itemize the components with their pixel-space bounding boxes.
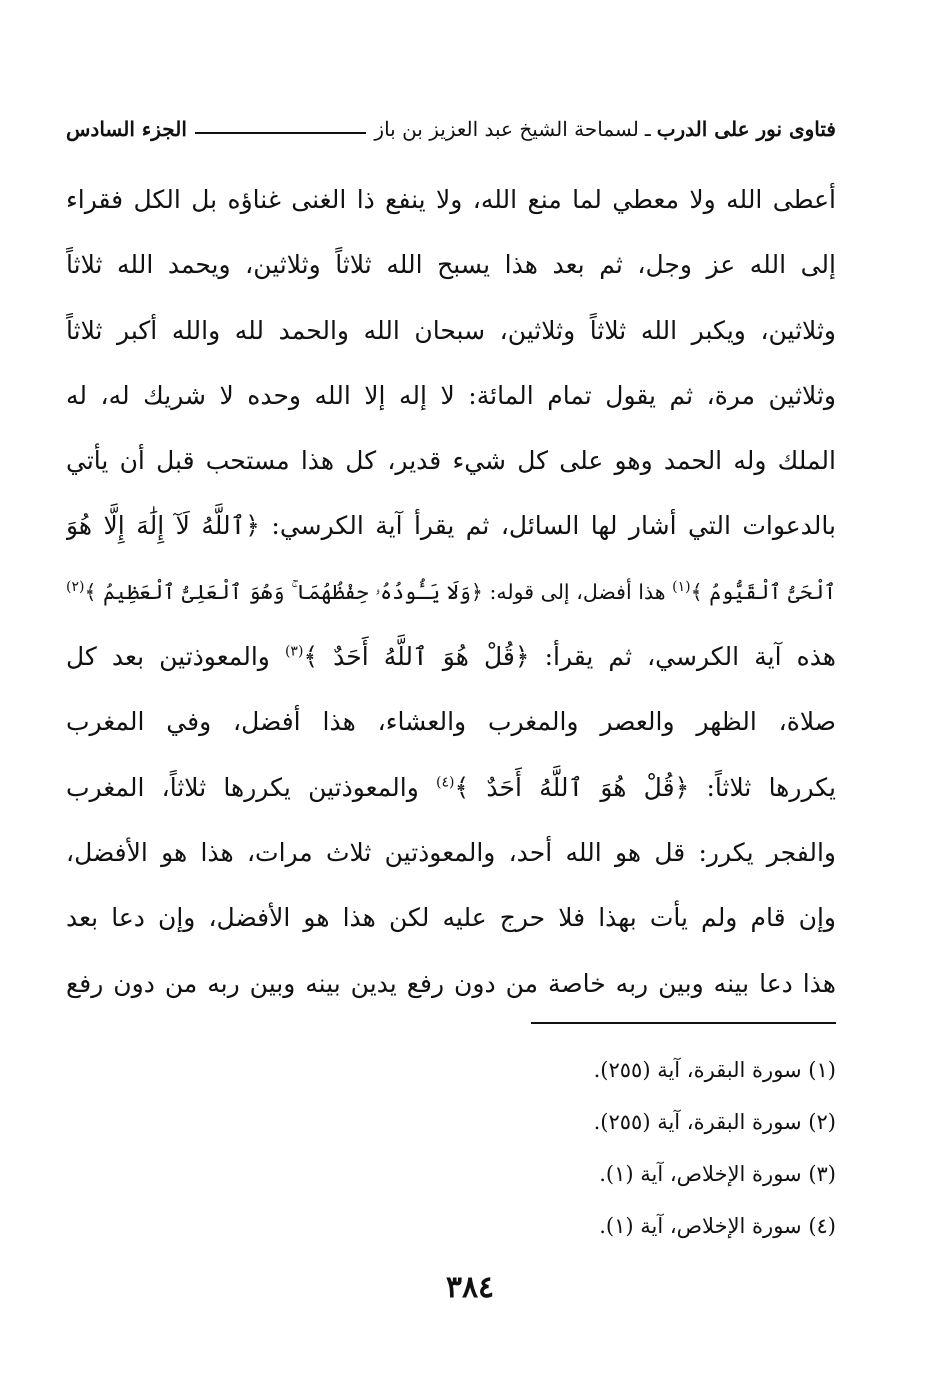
footnote-ref-2[interactable]: (٢)	[66, 578, 85, 595]
footnote-4: (٤) سورة الإخلاص، آية (١).	[599, 1214, 836, 1238]
header-dash: ـ	[644, 117, 651, 141]
quran-verse-ayat-al-kursi-end: ٱلْحَىُّ ٱلْقَيُّومُ ﴾	[690, 579, 836, 604]
text-line-10	[66, 758, 836, 823]
quran-verse-wala-yauduhu: ﴿وَلَا يَـُٔودُهُۥ حِفْظُهُمَا ۚ وَهُوَ ٱلْعَلِىُّ ٱلْعَظِيمُ ﴾	[84, 579, 483, 604]
volume-label: الجزء السادس	[66, 117, 187, 141]
running-header	[66, 112, 836, 146]
quran-verse-ikhlas: ﴿قُلْ هُوَ ٱللَّهُ أَحَدٌ ﴾	[454, 772, 690, 802]
text-line-9: صلاة، الظهر والعصر والمغرب والعشاء، هذا أفضل، وفي المغرب	[66, 707, 836, 737]
text-segment: والمعوذتين يكررها ثلاثاً، المغرب	[66, 772, 437, 802]
footnote-2: (٢) سورة البقرة، آية (٢٥٥).	[593, 1110, 836, 1134]
footnote-ref-1[interactable]: (١)	[672, 578, 691, 595]
header-rule	[195, 132, 367, 134]
text-line-3: وثلاثين، ويكبر الله ثلاثاً وثلاثين، سبحان الله والحمد لله والله أكبر ثلاثاً	[66, 315, 836, 345]
author-line: لسماحة الشيخ عبد العزيز بن باز	[374, 117, 639, 141]
text-line-1: أعطى الله ولا معطي لما منع الله، ولا ينفع ذا الغنى غناؤه بل الكل فقراء	[66, 185, 836, 214]
text-line-11: والفجر يكرر: قل هو الله أحد، والمعوذتين ثلاث مرات، هذا هو الأفضل،	[66, 837, 836, 867]
footnote-ref-3[interactable]: (٣)	[284, 643, 304, 660]
text-line-12: وإن قام ولم يأت بهذا فلا حرج عليه لكن هذا هو الأفضل، وإن دعا بعد	[66, 903, 836, 933]
text-segment: هذا أفضل، إلى قوله:	[482, 579, 673, 604]
text-segment: والمعوذتين بعد كل	[66, 642, 285, 672]
text-segment: يكررها ثلاثاً:	[689, 772, 836, 802]
page-number: ٣٨٤	[445, 1270, 495, 1305]
text-line-5: الملك وله الحمد وهو على كل شيء قدير، كل هذا مستحب قبل أن يأتي	[66, 446, 836, 476]
footnote-1: (١) سورة البقرة، آية (٢٥٥).	[593, 1058, 836, 1082]
quran-verse-ikhlas: ﴿قُلْ هُوَ ٱللَّهُ أَحَدٌ ﴾	[303, 642, 530, 672]
footnote-ref-4[interactable]: (٤)	[436, 774, 455, 791]
text-line-2: إلى الله عز وجل، ثم بعد هذا يسبح الله ثلاثاً وثلاثين، ويحمد الله ثلاثاً	[66, 250, 836, 280]
text-line-13: هذا دعا بينه وبين ربه خاصة من دون رفع يدين بينه وبين ربه من دون رفع	[66, 968, 836, 998]
text-line-7	[66, 562, 836, 627]
book-title: فتاوى نور على الدرب	[656, 117, 836, 141]
fatwa-body	[66, 170, 836, 1019]
footnotes	[66, 1048, 836, 1256]
text-segment: هذه آية الكرسي، ثم يقرأ:	[529, 642, 836, 672]
footnote-3: (٣) سورة الإخلاص، آية (١).	[599, 1162, 836, 1186]
text-line-8	[66, 627, 836, 692]
text-line-6: بالدعوات التي أشار لها السائل، ثم يقرأ آية الكرسي: ﴿ٱللَّهُ لَآ إِلَٰهَ إِلَّا هُوَ	[66, 511, 836, 541]
footnote-separator	[531, 1022, 836, 1024]
text-line-4: وثلاثين مرة، ثم يقول تمام المائة: لا إله إلا الله وحده لا شريك له، له	[66, 380, 836, 410]
